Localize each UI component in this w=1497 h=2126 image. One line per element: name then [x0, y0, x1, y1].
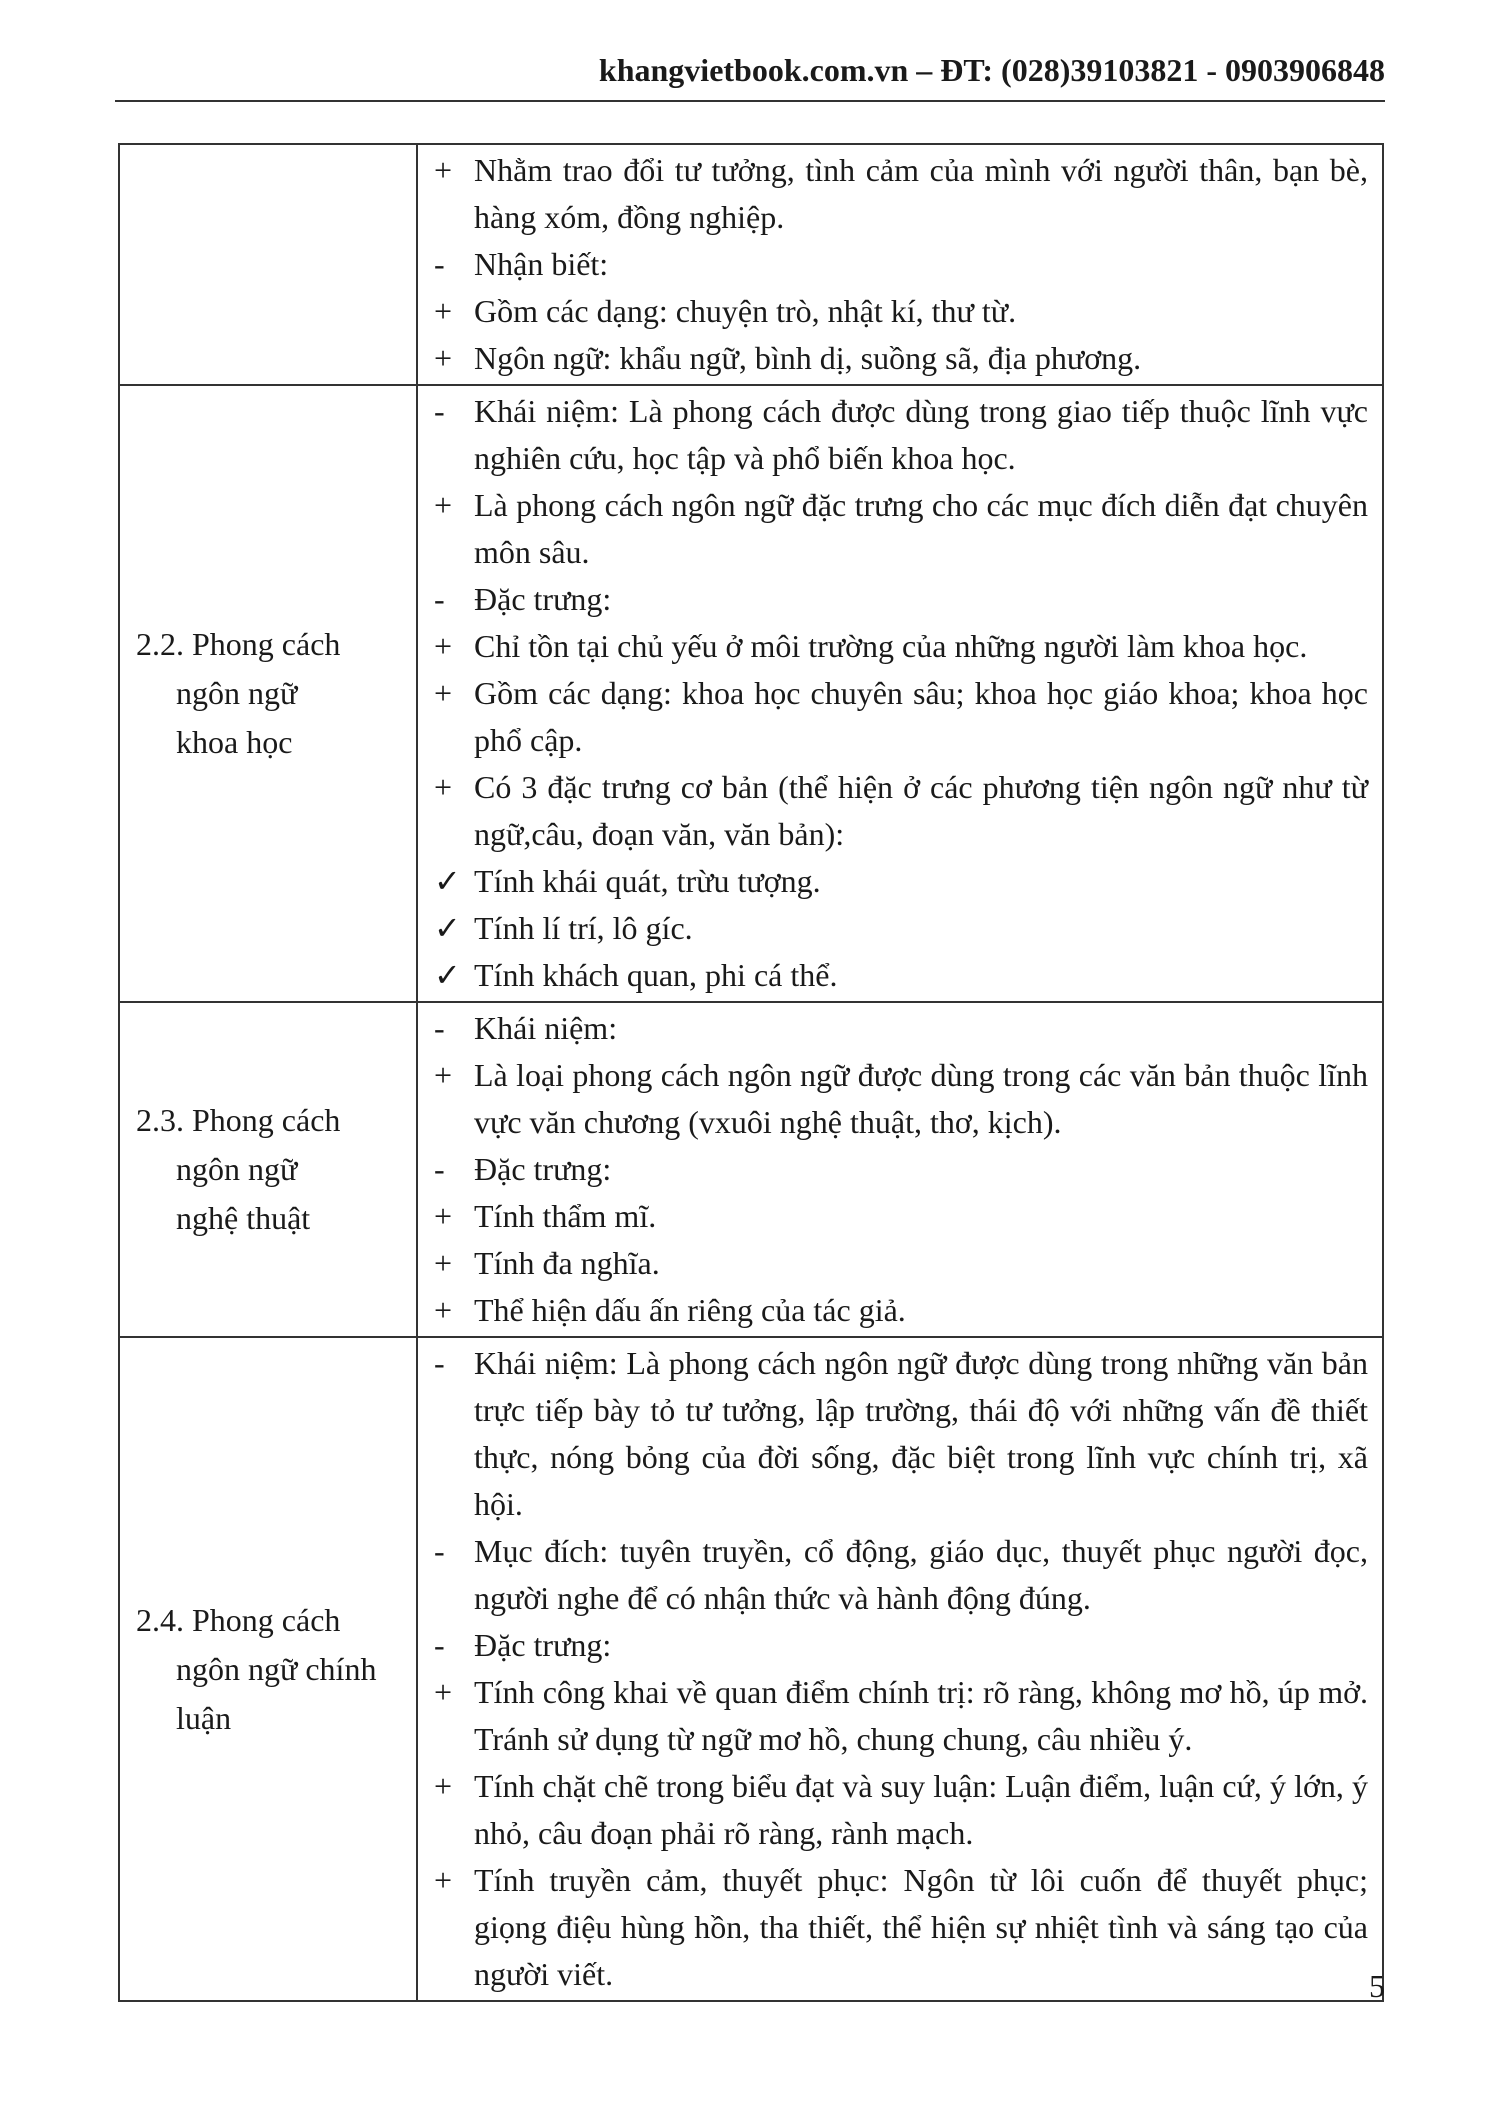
list-item-text: Khái niệm: — [474, 1010, 618, 1046]
list-item — [432, 764, 1368, 858]
section-title-line: luận — [176, 1699, 232, 1736]
list-item-text: Nhận biết: — [474, 246, 609, 282]
list-item — [432, 1857, 1368, 1998]
table-row — [119, 1337, 1383, 2001]
bullet-marker: + — [434, 1292, 453, 1328]
bullet-marker: + — [434, 293, 453, 329]
list-item — [432, 288, 1368, 335]
bullet-marker: - — [434, 1627, 445, 1663]
list-item — [432, 147, 1368, 241]
list-item — [432, 858, 1368, 905]
list-item-text: Là loại phong cách ngôn ngữ được dùng trong các văn bản thuộc lĩnh vực văn chương (vxuôi nghệ thuật, thơ, kịch). — [474, 1057, 1368, 1140]
checkmark-icon: ✓ — [434, 863, 461, 899]
table-row — [119, 1002, 1383, 1337]
style-table — [118, 143, 1384, 2002]
bullet-marker: + — [434, 675, 453, 711]
section-content-cell — [417, 1337, 1383, 2001]
page-number: 5 — [1369, 1968, 1385, 2004]
list-item-text: Tính công khai về quan điểm chính trị: rõ ràng, không mơ hồ, úp mở. Tránh sử dụng từ ngữ mơ hồ, chung chung, câu nhiều ý. — [474, 1674, 1368, 1757]
bullet-marker: + — [434, 1862, 453, 1898]
list-item — [432, 952, 1368, 999]
list-item — [432, 1240, 1368, 1287]
list-item — [432, 388, 1368, 482]
list-item — [432, 241, 1368, 288]
bullet-marker: + — [434, 1768, 453, 1804]
bullet-marker: + — [434, 628, 453, 664]
list-item-text: Gồm các dạng: chuyện trò, nhật kí, thư từ. — [474, 293, 1017, 329]
section-content-cell — [417, 144, 1383, 385]
page-header: khangvietbook.com.vn – ĐT: (028)39103821 - 0903906848 — [115, 50, 1385, 102]
section-title-line: ngôn ngữ chính — [176, 1650, 377, 1687]
section-content-cell — [417, 1002, 1383, 1337]
list-item — [432, 1052, 1368, 1146]
list-item — [432, 1528, 1368, 1622]
bullet-marker: + — [434, 1674, 453, 1710]
list-item-text: Mục đích: tuyên truyền, cổ động, giáo dục, thuyết phục người đọc, người nghe để có nhận thức và hành động đúng. — [474, 1533, 1368, 1616]
list-item-text: Tính khách quan, phi cá thể. — [474, 957, 838, 993]
bullet-marker: - — [434, 393, 445, 429]
list-item-text: Tính chặt chẽ trong biểu đạt và suy luận: Luận điểm, luận cứ, ý lớn, ý nhỏ, câu đoạn phải rõ ràng, rành mạch. — [474, 1768, 1368, 1851]
list-item-text: Có 3 đặc trưng cơ bản (thể hiện ở các phương tiện ngôn ngữ như từ ngữ,câu, đoạn văn, văn bản): — [474, 769, 1368, 852]
list-item — [432, 1763, 1368, 1857]
list-item — [432, 1669, 1368, 1763]
list-item-text: Khái niệm: Là phong cách được dùng trong giao tiếp thuộc lĩnh vực nghiên cứu, học tập và phổ biến khoa học. — [474, 393, 1368, 476]
section-title-line: khoa học — [176, 724, 293, 760]
list-item-text: Tính lí trí, lô gíc. — [474, 910, 693, 946]
list-item-text: Tính thẩm mĩ. — [474, 1198, 657, 1234]
bullet-marker: - — [434, 581, 445, 617]
section-title-line: ngôn ngữ — [176, 1151, 298, 1187]
table-row — [119, 385, 1383, 1002]
list-item — [432, 1146, 1368, 1193]
list-item-text: Gồm các dạng: khoa học chuyên sâu; khoa học giáo khoa; khoa học phổ cập. — [474, 675, 1368, 758]
bullet-marker: + — [434, 1198, 453, 1234]
bullet-marker: + — [434, 487, 453, 523]
list-item-text: Tính truyền cảm, thuyết phục: Ngôn từ lôi cuốn để thuyết phục; giọng điệu hùng hồn, tha thiết, thể hiện sự nhiệt tình và sáng tạo của người viết. — [474, 1862, 1368, 1992]
list-item — [432, 1287, 1368, 1334]
list-item-text: Tính đa nghĩa. — [474, 1245, 660, 1281]
list-item — [432, 1622, 1368, 1669]
list-item-text: Ngôn ngữ: khẩu ngữ, bình dị, suồng sã, địa phương. — [474, 340, 1142, 376]
list-item-text: Thể hiện dấu ấn riêng của tác giả. — [474, 1292, 906, 1328]
list-item-text: Là phong cách ngôn ngữ đặc trưng cho các mục đích diễn đạt chuyên môn sâu. — [474, 487, 1368, 570]
list-item — [432, 1005, 1368, 1052]
section-title-cell — [119, 385, 417, 1002]
list-item — [432, 670, 1368, 764]
list-item-text: Khái niệm: Là phong cách ngôn ngữ được dùng trong những văn bản trực tiếp bày tỏ tư tưởng, lập trường, thái độ với những vấn đề thiết thực, nóng bỏng của đời sống, đặc biệt trong lĩnh vực chính trị, xã hội. — [474, 1345, 1368, 1522]
list-item — [432, 335, 1368, 382]
section-title-line: 2.4. Phong cách — [136, 1601, 341, 1638]
section-title-cell — [119, 1337, 417, 2001]
list-item-text: Tính khái quát, trừu tượng. — [474, 863, 821, 899]
list-item-text: Đặc trưng: — [474, 1151, 612, 1187]
bullet-marker: + — [434, 152, 453, 188]
checkmark-icon: ✓ — [434, 910, 461, 946]
section-title-line: 2.2. Phong cách — [136, 626, 341, 662]
list-item-text: Nhằm trao đổi tư tưởng, tình cảm của mình với người thân, bạn bè, hàng xóm, đồng nghiệp. — [474, 152, 1368, 235]
list-item-text: Đặc trưng: — [474, 581, 612, 617]
bullet-marker: - — [434, 1151, 445, 1187]
list-item — [432, 482, 1368, 576]
table-row — [119, 144, 1383, 385]
list-item-text: Chỉ tồn tại chủ yếu ở môi trường của những người làm khoa học. — [474, 628, 1308, 664]
list-item — [432, 576, 1368, 623]
section-title-cell — [119, 1002, 417, 1337]
bullet-marker: - — [434, 1533, 445, 1569]
section-content-cell — [417, 385, 1383, 1002]
section-title-line: nghệ thuật — [176, 1200, 311, 1236]
list-item-text: Đặc trưng: — [474, 1627, 612, 1663]
section-title-line: 2.3. Phong cách — [136, 1102, 341, 1138]
bullet-marker: + — [434, 769, 453, 805]
bullet-marker: + — [434, 1057, 453, 1093]
checkmark-icon: ✓ — [434, 957, 461, 993]
bullet-marker: - — [434, 1010, 445, 1046]
list-item — [432, 623, 1368, 670]
list-item — [432, 1193, 1368, 1240]
section-title-cell — [119, 144, 417, 385]
bullet-marker: + — [434, 1245, 453, 1281]
list-item — [432, 1340, 1368, 1528]
section-title-line: ngôn ngữ — [176, 675, 298, 711]
bullet-marker: + — [434, 340, 453, 376]
bullet-marker: - — [434, 246, 445, 282]
list-item — [432, 905, 1368, 952]
bullet-marker: - — [434, 1345, 445, 1381]
